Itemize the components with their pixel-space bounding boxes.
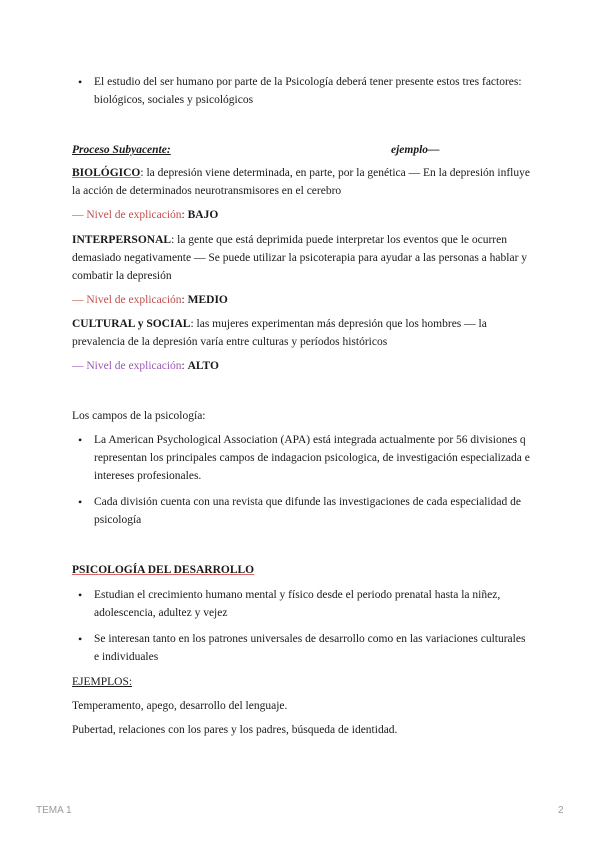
cultural-paragraph	[72, 315, 532, 351]
desarrollo-list	[72, 586, 532, 666]
ejemplo-line: Temperamento, apego, desarrollo del lenguaje.	[72, 700, 288, 712]
desarrollo-bullet: • Estudian el crecimiento humano mental y físico desde el periodo prenatal hasta la niñez, adolescencia, adultez y vejez	[72, 586, 532, 622]
interpersonal-text: : la gente que está deprimida puede interpretar los eventos que le ocurren demasiado negativamente — Se puede utilizar la psicoterapia para ayudar a las personas a hablar y combatir la depresión	[72, 234, 528, 282]
nivel-colon: :	[181, 209, 185, 221]
intro-bullet: • El estudio del ser humano por parte de la Psicología deberá tener presente estos tres factores: biológicos, sociales y psicológicos	[72, 73, 532, 109]
interpersonal-paragraph	[72, 231, 532, 285]
desarrollo-title: PSICOLOGÍA DEL DESARROLLO	[72, 564, 255, 576]
page-number: 2	[558, 805, 564, 816]
biologico-text: : la depresión viene determinada, en parte, por la genética — En la depresión influye la acción de determinados neurotransmisores en el cerebro	[72, 167, 530, 197]
interpersonal-term: INTERPERSONAL	[72, 234, 172, 246]
nivel-colon: :	[181, 360, 185, 372]
nivel-prefix: — Nivel de explicación	[72, 209, 182, 221]
cultural-text: : las mujeres experimentan más depresión que los hombres — la prevalencia de la depresión varía entre culturas y períodos históricos	[72, 318, 487, 348]
cultural-nivel	[72, 357, 219, 375]
desarrollo-bullet: • Se interesan tanto en los patrones universales de desarrollo como en las variaciones culturales e individuales	[72, 630, 532, 666]
nivel-value: BAJO	[187, 209, 219, 221]
nivel-prefix: — Nivel de explicación	[72, 360, 182, 372]
footer-section-label: TEMA 1	[36, 805, 72, 816]
intro-list	[72, 73, 532, 109]
biologico-paragraph	[72, 164, 532, 200]
campos-heading: Los campos de la psicología:	[72, 410, 206, 422]
interpersonal-nivel	[72, 291, 228, 309]
nivel-prefix: — Nivel de explicación	[72, 294, 182, 306]
ejemplos-label: EJEMPLOS:	[72, 676, 133, 688]
nivel-colon: :	[181, 294, 185, 306]
ejemplo-label: ejemplo—	[391, 144, 440, 156]
biologico-term: BIOLÓGICO	[72, 167, 141, 179]
nivel-value: ALTO	[187, 360, 219, 372]
campos-bullet: • Cada división cuenta con una revista que difunde las investigaciones de cada especialidad de psicología	[72, 493, 532, 529]
biologico-nivel	[72, 206, 218, 224]
nivel-value: MEDIO	[187, 294, 228, 306]
campos-list	[72, 431, 532, 529]
campos-bullet: • La American Psychological Association (APA) está integrada actualmente por 56 divisiones q representan los principales campos de indagacion psicologica, de investigación especializada e intereses profesionales.	[72, 431, 532, 485]
cultural-term: CULTURAL y SOCIAL	[72, 318, 191, 330]
proceso-title: Proceso Subyacente:	[72, 144, 171, 156]
ejemplo-line: Pubertad, relaciones con los pares y los padres, búsqueda de identidad.	[72, 724, 398, 736]
